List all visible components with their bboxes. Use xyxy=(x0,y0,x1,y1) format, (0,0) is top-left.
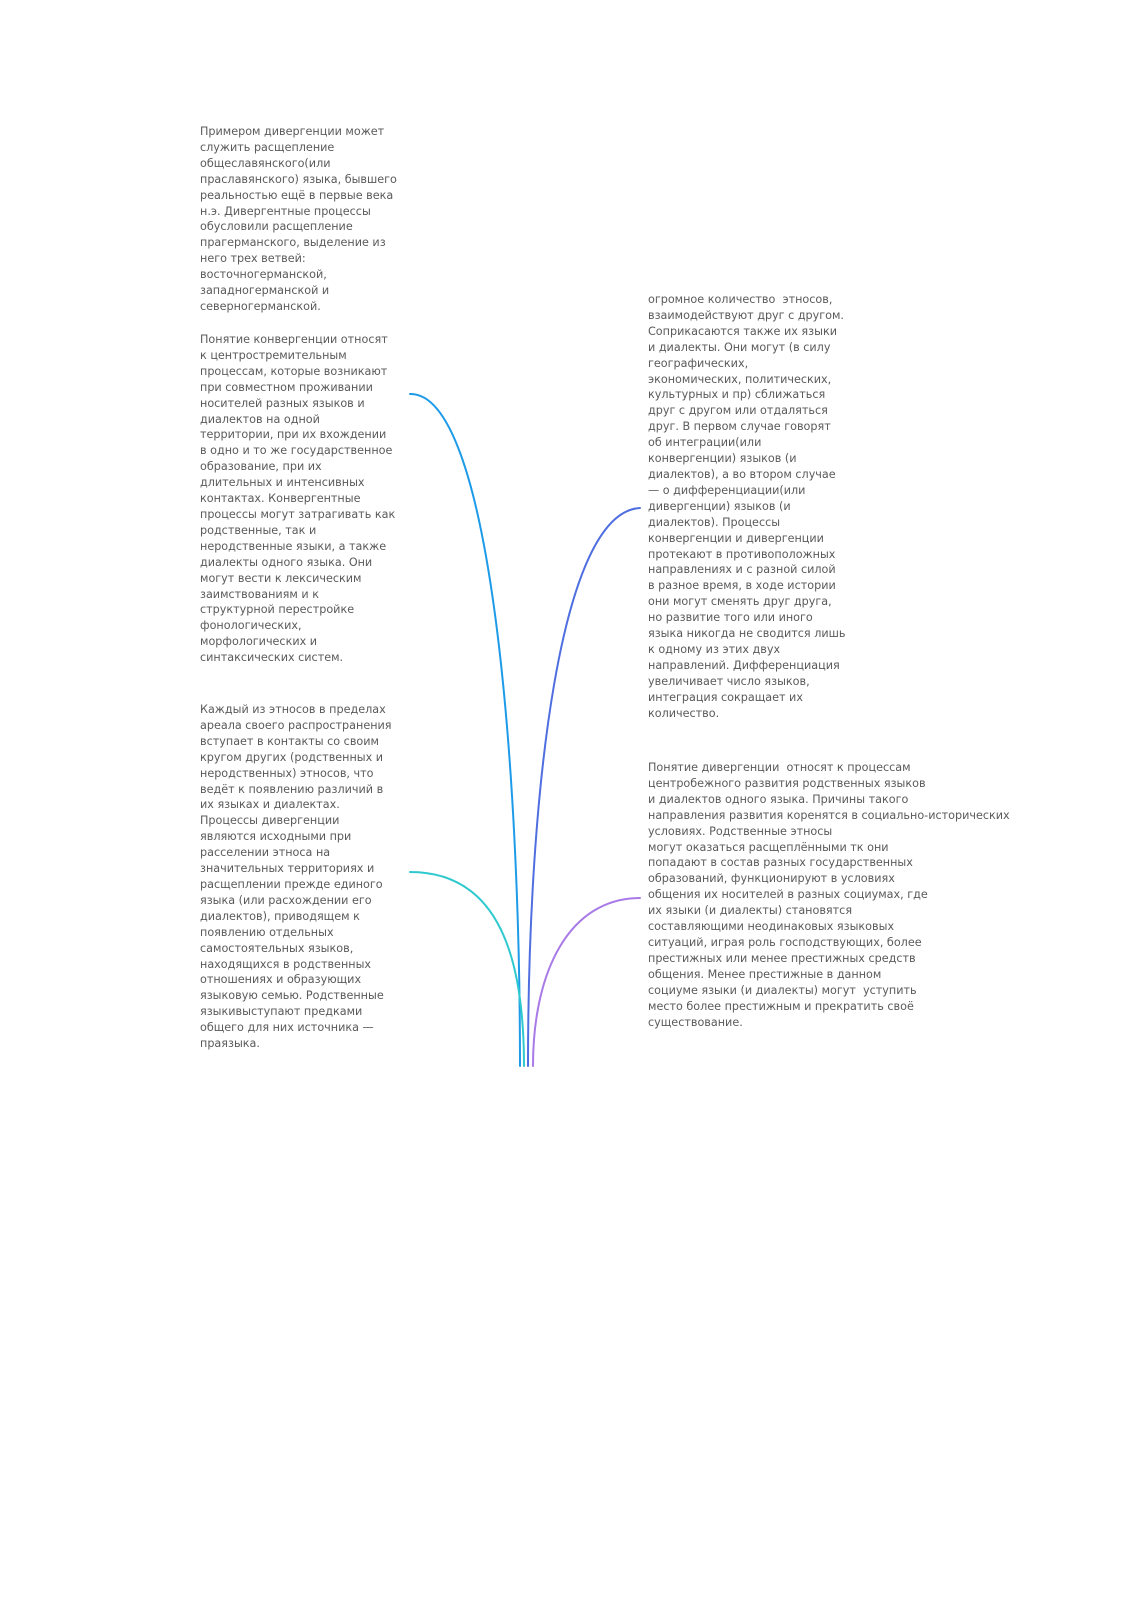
branch-convergence xyxy=(410,394,520,1066)
note-divergence-concept: Понятие дивергенции относят к процессам центробежного развития родственных языков и диалектов одного языка. Причины такого направления развития коренятся в социально-исторических условиях. Родственные этносы могут оказаться расщеплёнными тк они попадают в состав разных государственных образований, функционируют в условиях общения их носителей в разных социумах, где их языки (и диалекты) становятся составляющими неодинаковых языковых ситуаций, играя роль господствующих, более престижных или менее престижных средств общения. Менее престижные в данном социуме языки (и диалекты) могут уступить место более престижным и прекратить своё существование. xyxy=(648,761,1010,1029)
note-ethnos-contacts: Каждый из этносов в пределах ареала своего распространения вступает в контакты со своим кругом других (родственных и неродственных) этносов, что ведёт к появлению различий в их языках и диалектах. Процессы дивергенции являются исходными при расселении этноса на значительных территориях и расщеплении прежде единого языка (или расхождении его диалектов), приводящем к появлению отдельных самостоятельных языков, находящихся в родственных отношениях и образующих языковую семью. Родственные языкивыступают предками общего для них источника — праязыка. xyxy=(200,703,392,1051)
branch-divergence-concept xyxy=(533,898,640,1066)
branch-integration-differentiation xyxy=(528,508,640,1066)
note-convergence-concept: Понятие конвергенции относят к центростремительным процессам, которые возникают при совместном проживании носителей разных языков и диалектов на одной территории, при их вхождении в одно и то же государственное образование, при их длительных и интенсивных контактах. Конвергентные процессы могут затрагивать как родственные, так и неродственные языки, а также диалекты одного языка. Они могут вести к лексическим заимствованиям и к структурной перестройке фонологических, морфологических и синтаксических систем. xyxy=(200,333,396,665)
note-divergence-example: Примером дивергенции может служить расщепление общеславянского(или праславянского) языка, бывшего реальностью ещё в первые века н.э. Дивергентные процессы обусловили расщепление прагерманского, выделение из него трех ветвей: восточногерманской, западногерманской и северногерманской. xyxy=(200,125,397,313)
branch-ethnos-contacts xyxy=(410,872,524,1066)
note-integration-differentiation: огромное количество этносов, взаимодействуют друг с другом. Соприкасаются также их языки и диалекты. Они могут (в силу географических, экономических, политических, культурных и пр) сближаться друг с другом или отдаляться друг. В первом случае говорят об интеграции(или конвергенции) языков (и диалектов), а во втором случае — о дифференциации(или дивергенции) языков (и диалектов). Процессы конвергенции и дивергенции протекают в противоположных направлениях и с разной силой в разное время, в ходе истории они могут сменять друг друга, но развитие того или иного языка никогда не сводится лишь к одному из этих двух направлений. Дифференциация увеличивает число языков, интеграция сокращает их количество. xyxy=(648,293,846,720)
